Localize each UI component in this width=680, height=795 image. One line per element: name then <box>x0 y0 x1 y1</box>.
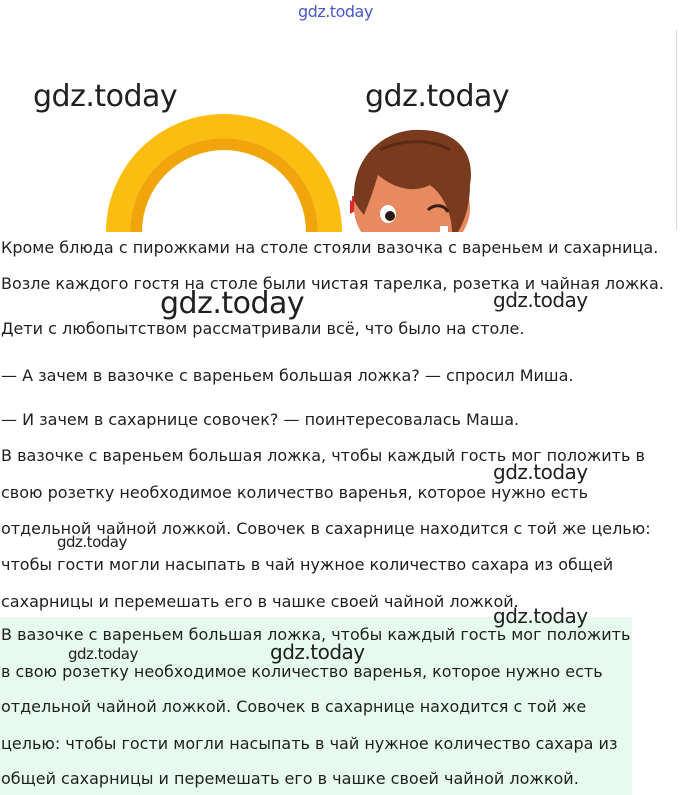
answer-line-3: отдельной чайной ложкой. Совочек в сахарнице находится с той же <box>1 697 587 716</box>
para-line-4: чтобы гости могли насыпать в чай нужное количество сахара из общей <box>1 555 614 574</box>
watermark-para-right: gdz.today <box>493 460 588 484</box>
para-line-1: В вазочке с вареньем большая ложка, чтобы каждый гость мог положить в <box>1 446 645 465</box>
boy-head <box>350 130 471 232</box>
answer-line-5: общей сахарницы и перемешать его в чашке своей чайной ложкой. <box>1 769 579 788</box>
para-line-3: отдельной чайной ложкой. Совочек в сахарнице находится с той же целью: <box>1 519 651 538</box>
answer-line-4: целью: чтобы гости могли насыпать в чай нужное количество сахара из <box>1 734 618 753</box>
story-line-4: — А зачем в вазочке с вареньем большая ложка? — спросил Миша. <box>1 366 574 385</box>
para-line-5: сахарницы и перемешать его в чашке своей чайной ложкой. <box>1 592 519 611</box>
watermark-right: gdz.today <box>365 79 510 114</box>
watermark-para-left: gdz.today <box>57 533 127 551</box>
answer-line-1: В вазочке с вареньем большая ложка, чтобы каждый гость мог положить <box>1 625 631 644</box>
watermark-top: gdz.today <box>298 2 373 21</box>
illustration <box>0 0 680 232</box>
watermark-answer-left: gdz.today <box>68 645 138 663</box>
story-line-3: Дети с любопытством рассматривали всё, что было на столе. <box>1 319 525 338</box>
answer-line-2: в свою розетку необходимое количество варенья, которое нужно есть <box>1 662 603 681</box>
story-line-2: Возле каждого гостя на столе были чистая тарелка, розетка и чайная ложка. <box>1 274 664 293</box>
watermark-answer-right: gdz.today <box>493 604 588 628</box>
para-line-2: свою розетку необходимое количество варенья, которое нужно есть <box>1 483 589 502</box>
watermark-mid: gdz.today <box>160 286 305 321</box>
watermark-mid-right: gdz.today <box>493 288 588 312</box>
watermark-left: gdz.today <box>33 79 178 114</box>
story-line-5: — И зачем в сахарнице совочек? — поинтересовалась Маша. <box>1 410 520 429</box>
story-line-1: Кроме блюда с пирожками на столе стояли вазочка с вареньем и сахарница. <box>1 238 659 257</box>
watermark-answer-mid: gdz.today <box>270 640 365 664</box>
